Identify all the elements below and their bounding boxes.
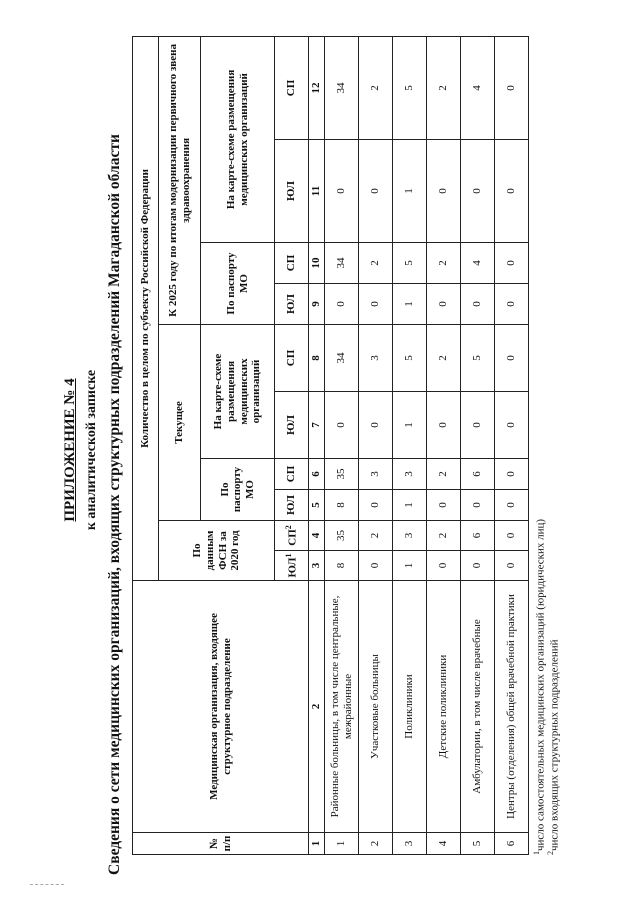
map2-header: На карте-схеме размещения медицинских организаций xyxy=(201,36,275,242)
value-cell: 0 xyxy=(495,551,529,581)
value-cell: 5 xyxy=(393,325,427,392)
org-name: Детские поликлиники xyxy=(427,581,461,833)
value-cell: 0 xyxy=(495,325,529,392)
footnote-1: $^1$число самостоятельных медицинских организаций (юридических лиц) xyxy=(532,518,547,855)
table-body xyxy=(325,36,529,854)
table-row xyxy=(393,36,427,854)
value-cell: 2 xyxy=(359,243,393,284)
value-cell: 6 xyxy=(461,459,495,490)
col-num-header: № п/п xyxy=(133,833,309,855)
col-number: 12 xyxy=(309,36,325,139)
document-title: Сведения о сети медицинских организаций, входящих структурных подразделений Магаданской области xyxy=(106,134,123,875)
row-number: 5 xyxy=(461,833,495,855)
yul-fsn-header: $ЮЛ^1$ xyxy=(275,551,309,581)
appendix-subtitle: к аналитической записке xyxy=(84,369,99,531)
table-row xyxy=(325,36,359,854)
value-cell: 3 xyxy=(359,459,393,490)
value-cell: 6 xyxy=(461,521,495,551)
value-cell: 2 xyxy=(359,36,393,139)
map-header: На карте-схеме размещения медицинских организаций xyxy=(201,325,275,459)
current-header: Текущее xyxy=(159,325,201,521)
row-number: 4 xyxy=(427,833,461,855)
value-cell: 0 xyxy=(461,392,495,459)
org-name: Участковые больницы xyxy=(359,581,393,833)
value-cell: 0 xyxy=(325,392,359,459)
value-cell: 1 xyxy=(393,551,427,581)
value-cell: 0 xyxy=(461,490,495,521)
value-cell: 0 xyxy=(359,392,393,459)
value-cell: 0 xyxy=(427,284,461,325)
passport-header: По паспорту МО xyxy=(201,459,275,521)
value-cell: 0 xyxy=(461,140,495,243)
col-number: 9 xyxy=(309,284,325,325)
value-cell: 0 xyxy=(359,284,393,325)
value-cell: 1 xyxy=(393,490,427,521)
value-cell: 2 xyxy=(427,36,461,139)
sp-header: СП xyxy=(275,459,309,490)
col-number: 5 xyxy=(309,490,325,521)
value-cell: 8 xyxy=(325,551,359,581)
value-cell: 4 xyxy=(461,36,495,139)
row-number: 1 xyxy=(325,833,359,855)
value-cell: 35 xyxy=(325,459,359,490)
value-cell: 0 xyxy=(495,459,529,490)
org-name: Амбулатории, в том числе врачебные xyxy=(461,581,495,833)
passport2-header: По паспорту МО xyxy=(201,243,275,325)
k2025-header: К 2025 году по итогам модернизации первичного звена здравоохранения xyxy=(159,36,201,324)
value-cell: 0 xyxy=(495,490,529,521)
yul-header: ЮЛ xyxy=(275,140,309,243)
yul-header: ЮЛ xyxy=(275,392,309,459)
value-cell: 5 xyxy=(393,243,427,284)
sp-header: СП xyxy=(275,36,309,139)
col-number: 7 xyxy=(309,392,325,459)
value-cell: 34 xyxy=(325,243,359,284)
value-cell: 8 xyxy=(325,490,359,521)
value-cell: 0 xyxy=(427,551,461,581)
fsn-header: По данным ФСН за 2020 год xyxy=(159,521,275,581)
row-number: 2 xyxy=(359,833,393,855)
org-name: Центры (отделения) общей врачебной практики xyxy=(495,581,529,833)
col-number: 6 xyxy=(309,459,325,490)
footnote-2: $^2$число входящих структурных подразделений xyxy=(546,639,561,855)
col-number: 3 xyxy=(309,551,325,581)
sp-fsn-header: $СП^2$ xyxy=(275,521,309,551)
value-cell: 0 xyxy=(325,140,359,243)
table-row xyxy=(359,36,393,854)
org-name: Районные больницы, в том числе центральные, межрайонные xyxy=(325,581,359,833)
table-row xyxy=(427,36,461,854)
value-cell: 0 xyxy=(359,551,393,581)
row-number: 6 xyxy=(495,833,529,855)
value-cell: 0 xyxy=(495,392,529,459)
value-cell: 2 xyxy=(427,459,461,490)
col-number: 8 xyxy=(309,325,325,392)
value-cell: 2 xyxy=(427,243,461,284)
value-cell: 34 xyxy=(325,36,359,139)
org-name: Поликлиники xyxy=(393,581,427,833)
value-cell: 0 xyxy=(495,243,529,284)
value-cell: 2 xyxy=(359,521,393,551)
value-cell: 0 xyxy=(359,140,393,243)
value-cell: 2 xyxy=(427,521,461,551)
value-cell: 3 xyxy=(393,459,427,490)
value-cell: 5 xyxy=(393,36,427,139)
medical-organizations-table xyxy=(132,36,529,855)
value-cell: 2 xyxy=(427,325,461,392)
group-header: Количество в целом по субъекту Российской Федерации xyxy=(133,36,159,580)
value-cell: 0 xyxy=(427,140,461,243)
yul-header: ЮЛ xyxy=(275,284,309,325)
value-cell: 0 xyxy=(495,284,529,325)
rotated-document xyxy=(62,25,582,875)
value-cell: 3 xyxy=(393,521,427,551)
col-number: 10 xyxy=(309,243,325,284)
value-cell: 0 xyxy=(427,392,461,459)
value-cell: 0 xyxy=(359,490,393,521)
appendix-title: ПРИЛОЖЕНИЕ № 4 xyxy=(62,378,78,522)
value-cell: 1 xyxy=(393,140,427,243)
col-number: 2 xyxy=(309,581,325,833)
col-org-header: Медицинская организация, входящее структурное подразделение xyxy=(133,581,309,833)
value-cell: 0 xyxy=(461,551,495,581)
value-cell: 0 xyxy=(495,36,529,139)
row-number: 3 xyxy=(393,833,427,855)
value-cell: 4 xyxy=(461,243,495,284)
sp-header: СП xyxy=(275,325,309,392)
col-number: 4 xyxy=(309,521,325,551)
col-number: 1 xyxy=(309,833,325,855)
table-row xyxy=(495,36,529,854)
header-row-1 xyxy=(133,36,159,854)
value-cell: 5 xyxy=(461,325,495,392)
value-cell: 1 xyxy=(393,284,427,325)
value-cell: 0 xyxy=(461,284,495,325)
value-cell: 1 xyxy=(393,392,427,459)
value-cell: 0 xyxy=(495,140,529,243)
yul-header: ЮЛ xyxy=(275,490,309,521)
value-cell: 35 xyxy=(325,521,359,551)
value-cell: 0 xyxy=(427,490,461,521)
table-row xyxy=(461,36,495,854)
sp-header: СП xyxy=(275,243,309,284)
scan-edge-mark xyxy=(30,884,64,885)
value-cell: 0 xyxy=(325,284,359,325)
value-cell: 0 xyxy=(495,521,529,551)
value-cell: 34 xyxy=(325,325,359,392)
column-number-row xyxy=(309,36,325,854)
col-number: 11 xyxy=(309,140,325,243)
value-cell: 3 xyxy=(359,325,393,392)
